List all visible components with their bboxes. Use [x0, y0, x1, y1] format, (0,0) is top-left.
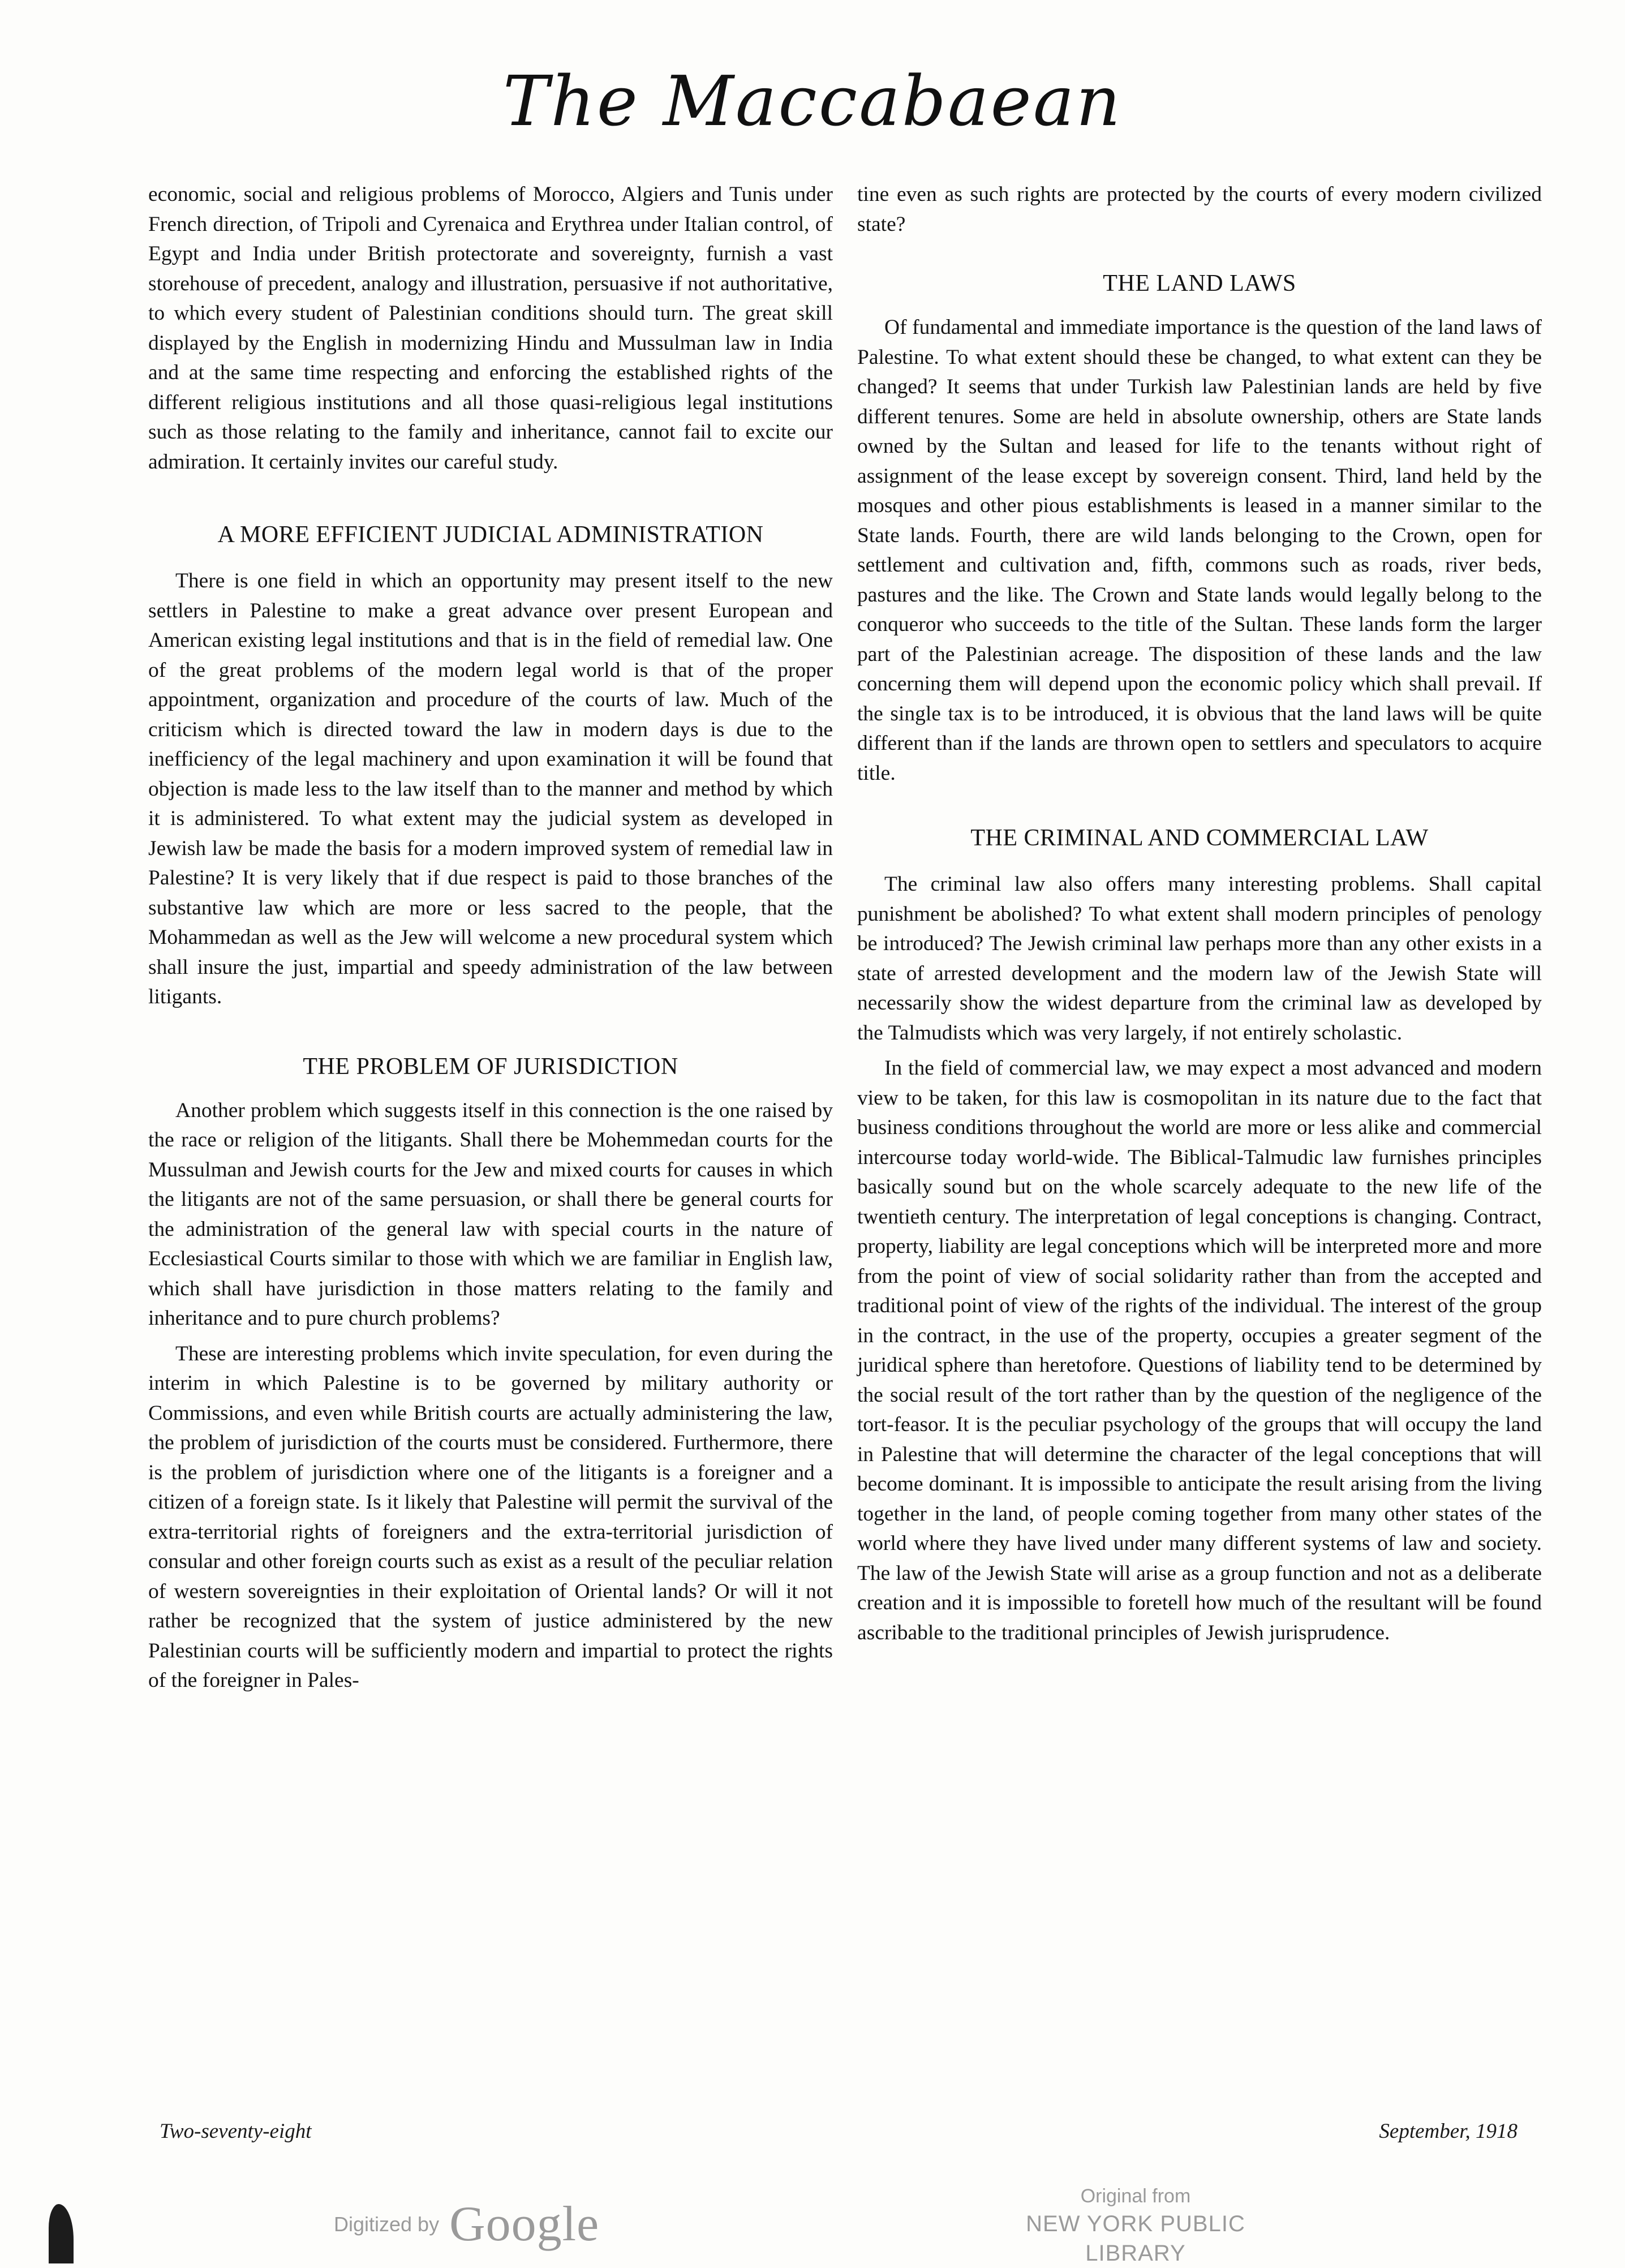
- section-heading-jurisdiction: THE PROBLEM OF JURISDICTION: [303, 1053, 678, 1080]
- page-number: Two-seventy-eight: [160, 2120, 312, 2143]
- right-column: [857, 180, 1542, 1648]
- google-logo: Google: [449, 2197, 600, 2252]
- judicial-paragraph: There is one field in which an opportunity may present itself to the new settlers in Palestine to make a great advance over present European and American existing legal institutions and that is in the field of remedial law. One of the great problems of the modern legal world is that of the proper appointment, organization and procedure of the courts of law. Much of the criticism which is directed toward the law in modern days is due to the inefficiency of the legal machinery and upon examination it will be found that objection is made less to the law itself than to the manner and method by which it is administered. To what extent may the judicial system as developed in Jewish law be made the basis for a modern improved system of remedial law in Palestine? It is very likely that if due respect is paid to those branches of the substantive law which are more or less sacred to the people, that the Mohammedan as well as the Jew will welcome a new procedural system which shall insure the just, impartial and speedy administration of the law between litigants.: [148, 569, 833, 1008]
- intro-paragraph: economic, social and religious problems of Morocco, Algiers and Tunis under French direction, of Tripoli and Cyrenaica and Erythrea under Italian control, of Egypt and India under British protectorate and sovereignty, furnish a vast storehouse of precedent, analogy and illustration, persuasive if not authoritative, to which every student of Palestinian conditions should turn. The great skill displayed by the English in modernizing Hindu and Mussulman law in India and at the same time respecting and enforcing the established rights of the different religious institutions and all those quasi-religious legal institutions such as those relating to the family and inheritance, cannot fail to excite our admiration. It certainly invites our careful study.: [148, 183, 833, 474]
- section-heading-land: THE LAND LAWS: [1103, 270, 1296, 297]
- masthead-title: The Maccabaean: [502, 61, 1123, 141]
- provenance-watermark: [974, 2183, 1297, 2268]
- criminal-paragraph: The criminal law also offers many interesting problems. Shall capital punishment be abolished? To what extent shall modern principles of penology be introduced? The Jewish criminal law perhaps more than any other exists in a state of arrested development and the modern law of the Jewish State will necessarily show the widest departure from the criminal law as developed by the Talmudists which was very largely, if not entirely scholastic.: [857, 873, 1542, 1045]
- digitized-by-watermark: [334, 2196, 599, 2253]
- section-heading-criminal: THE CRIMINAL AND COMMERCIAL LAW: [970, 825, 1429, 851]
- jurisdiction-paragraph-2: These are interesting problems which invite speculation, for even during the interim in which Palestine is to be governed by military authority or Commissions, and even while British courts are actually administering the law, the problem of jurisdiction of the courts must be considered. Furthermore, there is the problem of jurisdiction where one of the litigants is a foreigner and a citizen of a foreign state. Is it likely that Palestine will permit the survival of the extra-territorial rights of foreigners and the extra-territorial jurisdiction of consular and other foreign courts such as exist as a result of the peculiar relation of western sovereignties in their exploitation of Oriental lands? Or will it not rather be recognized that the system of justice administered by the new Palestinian courts will be sufficiently modern and impartial to protect the rights of the foreigner in Pales-: [148, 1342, 833, 1692]
- digitized-by-label: Digitized by: [334, 2212, 440, 2236]
- library-name: NEW YORK PUBLIC LIBRARY: [1026, 2211, 1245, 2266]
- jurisdiction-paragraph-1: Another problem which suggests itself in this connection is the one raised by the race or religion of the litigants. Shall there be Mohemmedan courts for the Mussulman and Jewish courts for the Jew and mixed courts for causes in which the litigants are not of the same persuasion, or shall there be general courts for the administration of the general law with special courts in the nature of Ecclesiastical Courts similar to those with which we are familiar in English law, which shall have jurisdiction in those matters relating to the family and inheritance and to pure church problems?: [148, 1098, 833, 1330]
- continuation-paragraph: tine even as such rights are protected by the courts of every modern civilized state?: [857, 183, 1542, 236]
- land-paragraph: Of fundamental and immediate importance is the question of the land laws of Palestine. To what extent should these be changed, to what extent can they be changed? It seems that under Turkish law Palestinian lands are held by five different tenures. Some are held in absolute ownership, others are State lands owned by the Sultan and leased for life to the tenants without right of assignment of the lease except by sovereign consent. Third, land held by the mosques and other pious establishments is leased in a manner similar to the State lands. Fourth, there are wild lands belonging to the Crown, open for settlement and cultivation and, fifth, commons such as roads, river beds, pastures and the like. The Crown and State lands would legally belong to the conqueror who succeeds to the title of the Sultan. These lands form the larger part of the Palestinian acreage. The disposition of these lands and the law concerning them will depend upon the economic policy which shall prevail. If the single tax is to be introduced, it is obvious that the land laws will be quite different than if the lands are thrown open to settlers and speculators to acquire title.: [857, 316, 1542, 785]
- scan-smudge: [49, 2204, 74, 2263]
- original-from-label: Original from: [1080, 2185, 1191, 2207]
- left-column: [148, 180, 833, 1696]
- commercial-paragraph: In the field of commercial law, we may expect a most advanced and modern view to be taken, for this law is cosmopolitan in its nature due to the fact that business conditions throughout the world are more or less alike and commercial intercourse today world-wide. The Biblical-Talmudic law furnishes principles basically sound but on the whole scarcely adequate to the new life of the twentieth century. The interpretation of legal conceptions is changing. Contract, property, liability are legal conceptions which will be interpreted more and more from the point of view of social solidarity rather than from the accepted and traditional point of view of the rights of the individual. The interest of the group in the contract, in the use of the property, occupies a greater segment of the juridical sphere than heretofore. Questions of liability tend to be determined by the social result of the tort rather than by the question of the negligence of the tort-feasor. It is the peculiar psychology of the groups that will occupy the land in Palestine that will determine the character of the legal conceptions that will become dominant. It is impossible to anticipate the result arising from the living together in the land, of people coming together from many other states of the world where they have lived under many different systems of law and society. The law of the Jewish State will arise as a group function and not as a deliberate creation and it is impossible to foretell how much of the resultant will be found ascribable to the traditional principles of Jewish jurisprudence.: [857, 1056, 1542, 1644]
- section-heading-judicial: A MORE EFFICIENT JUDICIAL ADMINISTRATION: [217, 522, 764, 548]
- issue-date: September, 1918: [1379, 2120, 1517, 2143]
